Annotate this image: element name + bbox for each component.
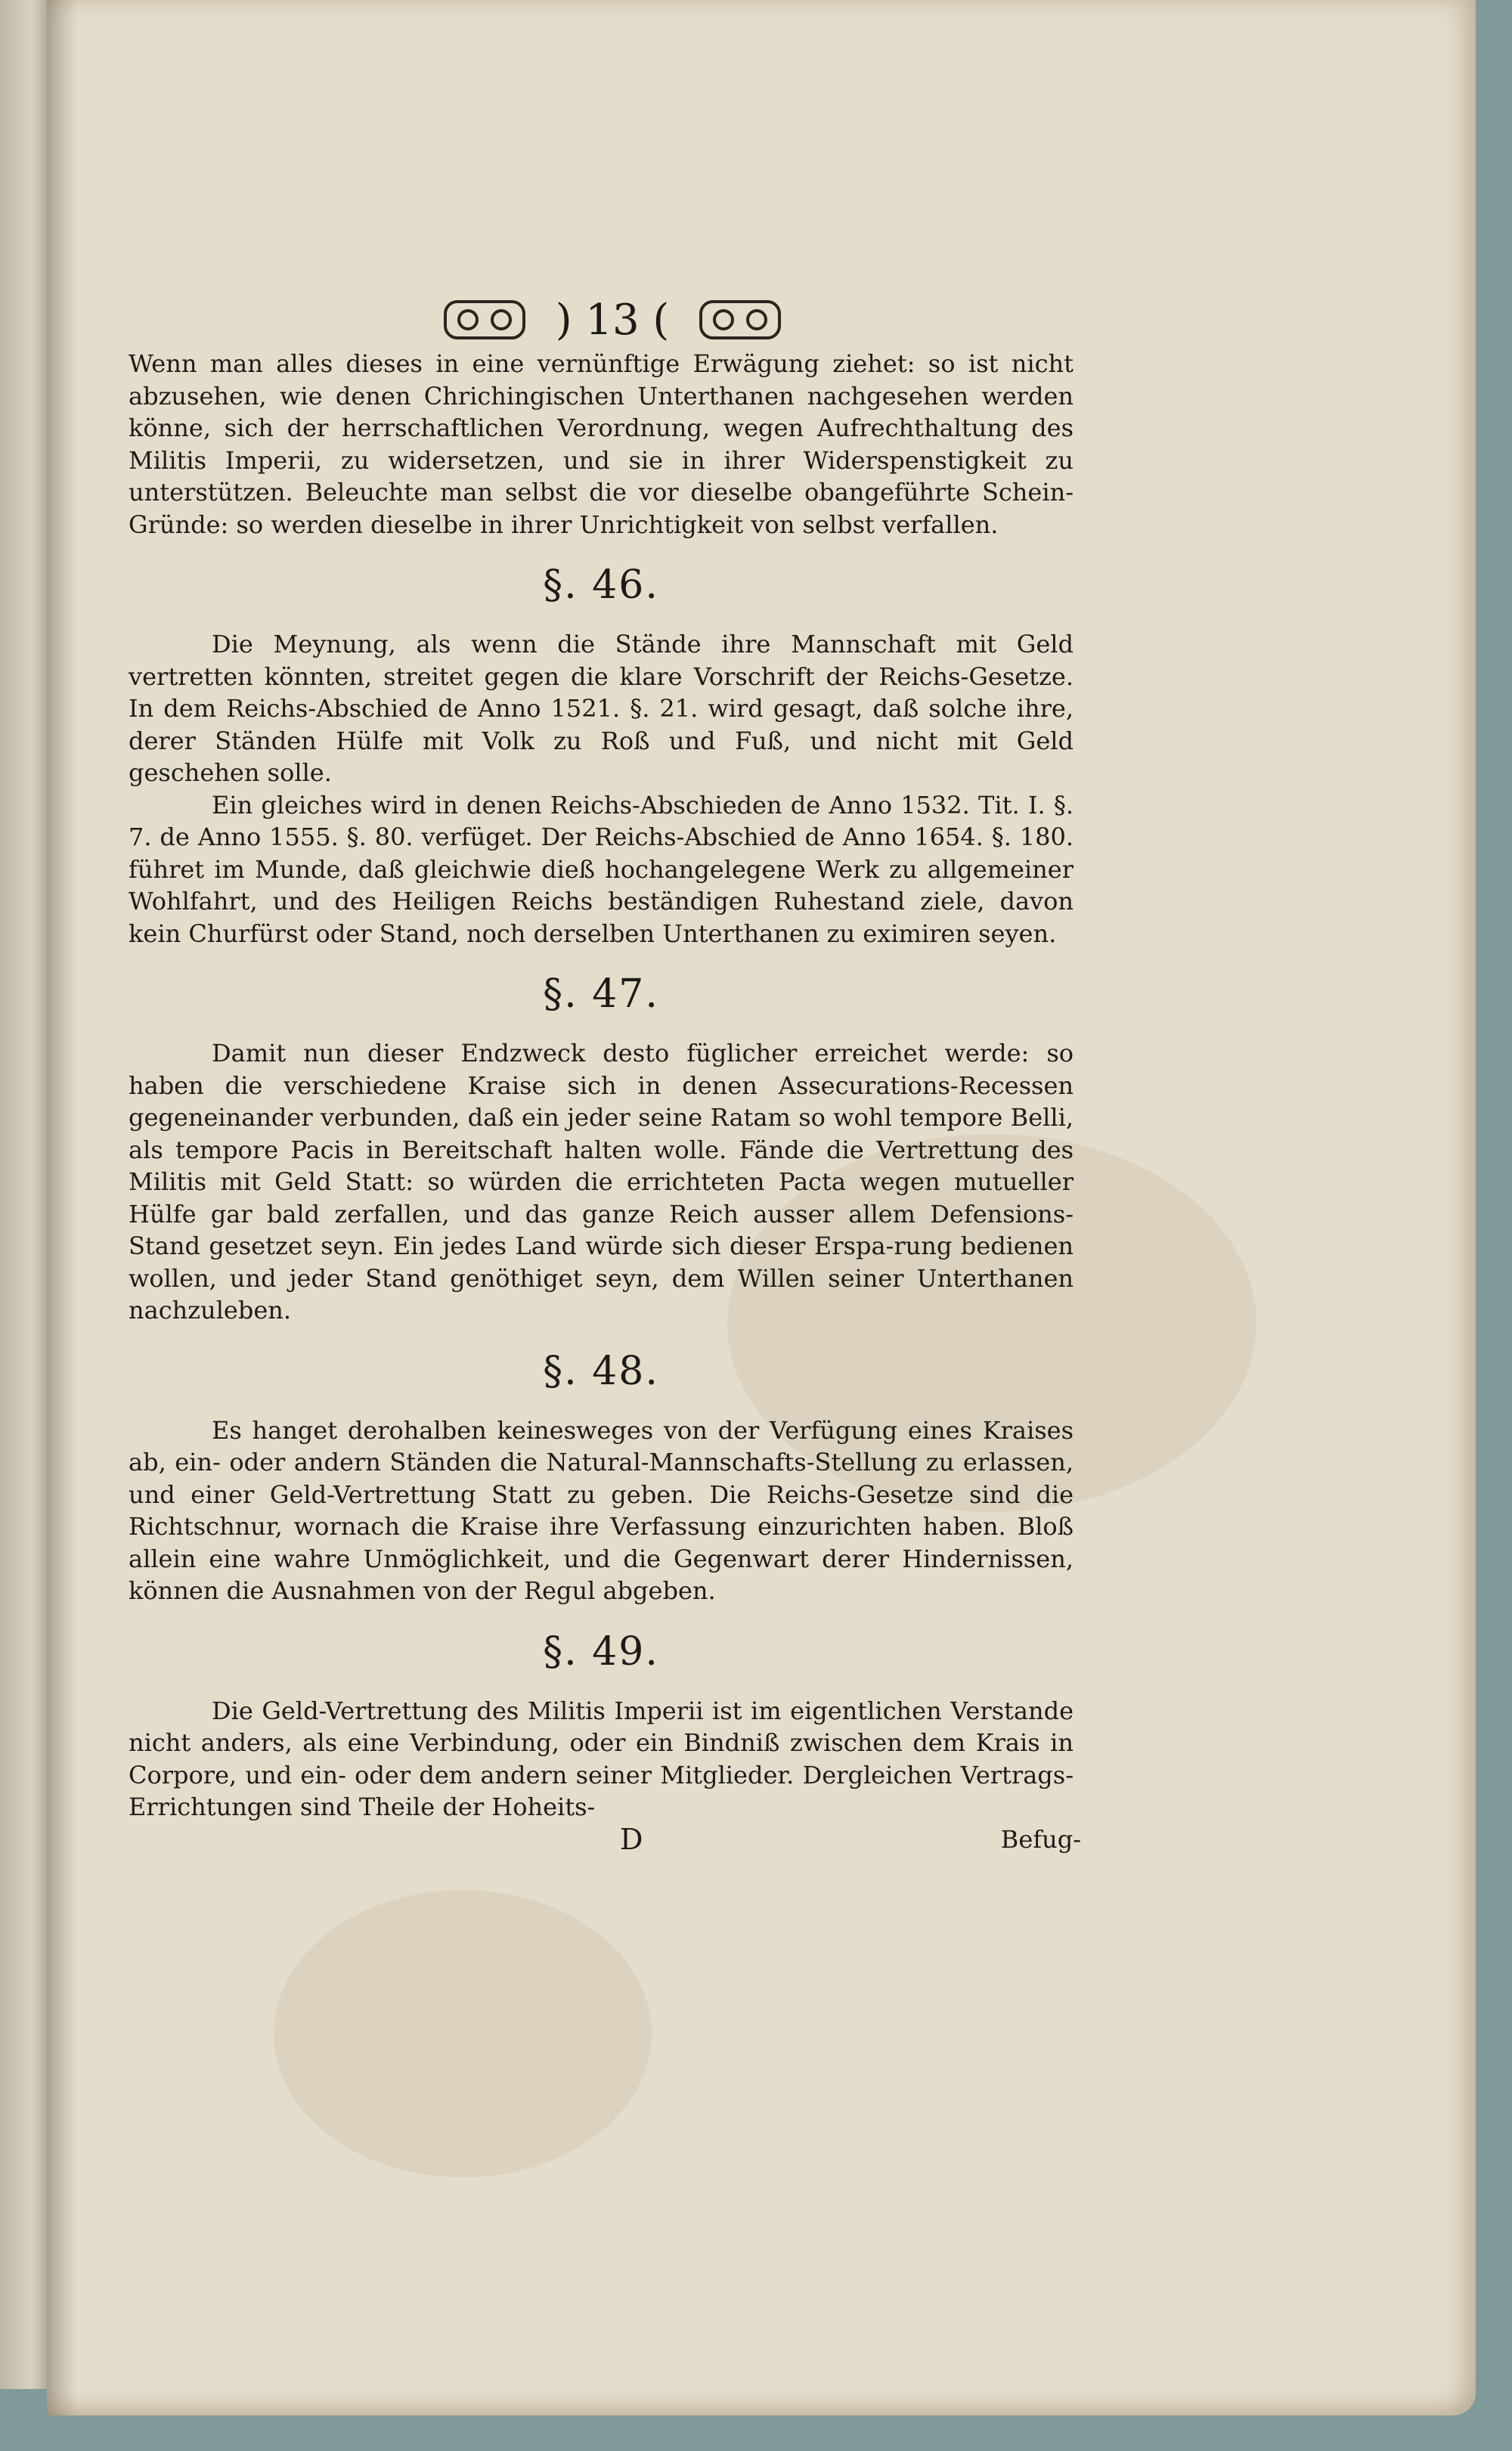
spine-shadow: [47, 0, 77, 2415]
section-heading-47: §. 47.: [543, 971, 659, 1017]
paragraph: Die Geld-Vertrettung des Militis Imperii ist im eigentlichen Verstande nicht anders, als eine Verbindung, oder ein Bindniß zwischen dem Krais in Corpore, und ein- oder dem andern seiner Mitglieder. Dergleichen Vertrags-Errichtungen sind Theile der Hoheits-: [129, 1696, 1074, 1821]
page-number: ) 13 (: [555, 295, 670, 345]
paragraph: Es hanget derohalben keinesweges von der Verfügung eines Kraises ab, ein- oder andern Ständen die Natural-Mannschafts-Stellung zu erlassen, und einer Geld-Vertrettung Statt zu geben. Die Reichs-Gesetze sind die Richtschnur, wornach die Kraise ihre Verfassung einzurichten haben. Bloß allein eine wahre Unmöglichkeit, und die Gegenwart derer Hindernissen, können die Ausnahmen von der Regul abgeben.: [129, 1415, 1074, 1605]
page-footer: [129, 1822, 1081, 1857]
paragraph: Damit nun dieser Endzweck desto füglicher erreichet werde: so haben die verschiedene Kraise sich in denen Assecurations-Recessen gegeneinander verbunden, daß ein jeder seine Ratam so wohl tempore Belli, als tempore Pacis in Bereitschaft halten wolle. Fände die Vertrettung des Militis mit Geld Statt: so würden die errichteten Pacta wegen mutueller Hülfe gar bald zerfallen, und das ganze Reich ausser allem Defensions-Stand gesetzet seyn. Ein jedes Land würde sich dieser Erspa-rung bedienen wollen, und jeder Stand genöthiget seyn, dem Willen seiner Unterthanen nachzuleben.: [129, 1039, 1074, 1325]
body-text: [129, 348, 1081, 1857]
signature-mark: D: [620, 1822, 643, 1856]
page-header: [378, 286, 847, 354]
section-heading-46: §. 46.: [543, 562, 659, 608]
section-heading-48: §. 48.: [543, 1348, 659, 1394]
adjacent-page-edge: [0, 0, 53, 2389]
paragraph: Wenn man alles dieses in eine vernünftige Erwägung ziehet: so ist nicht abzusehen, wie denen Chrichingischen Unterthanen nachgesehen werden könne, sich der herrschaftlichen Verordnung, wegen Aufrechthaltung des Militis Imperii, zu widersetzen, und sie in ihrer Widerspenstigkeit zu unterstützen. Beleuchte man selbst die vor dieselbe obangeführte Schein-Gründe: so werden dieselbe in ihrer Unrichtigkeit von selbst verfallen.: [129, 349, 1074, 539]
catchword: Befug-: [1000, 1824, 1081, 1854]
paragraph: Ein gleiches wird in denen Reichs-Abschieden de Anno 1532. Tit. I. §. 7. de Anno 1555. §. 80. verfüget. Der Reichs-Abschied de Anno 1654. §. 180. führet im Munde, daß gleichwie dieß hochangelegene Werk zu allgemeiner Wohlfahrt, und des Heiligen Reichs beständigen Ruhestand ziele, davon kein Churfürst oder Stand, noch derselben Unterthanen zu eximiren seyen.: [129, 790, 1074, 948]
right-ornament-icon: [699, 300, 781, 339]
section-heading-49: §. 49.: [543, 1628, 659, 1675]
left-ornament-icon: [444, 300, 525, 339]
paragraph: Die Meynung, als wenn die Stände ihre Mannschaft mit Geld vertretten könnten, streitet gegen die klare Vorschrift der Reichs-Gesetze. In dem Reichs-Abschied de Anno 1521. §. 21. wird gesagt, daß solche ihre, derer Ständen Hülfe mit Volk zu Roß und Fuß, und nicht mit Geld geschehen solle.: [129, 630, 1074, 787]
paper-stain: [274, 1890, 652, 2177]
